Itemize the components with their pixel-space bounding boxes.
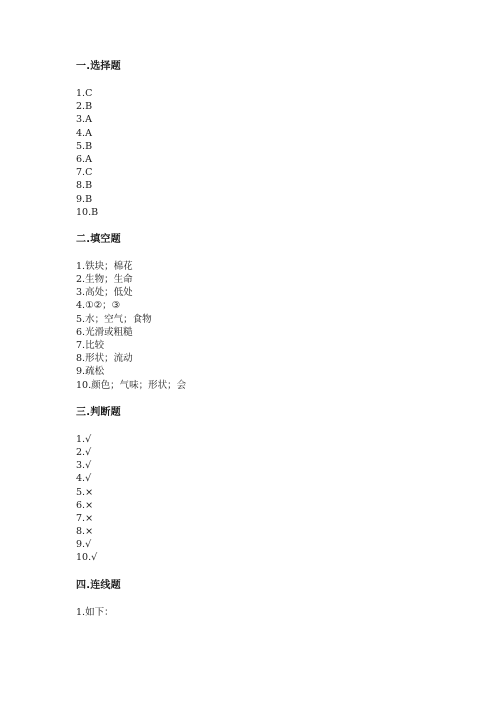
answer-item: 5.× (76, 486, 94, 498)
answer-item: 7.× (76, 512, 94, 524)
answer-item: 5.水；空气；食物 (76, 313, 152, 325)
answer-item: 5.B (76, 140, 93, 152)
answer-item: 9.√ (76, 539, 92, 551)
section-spacer (76, 392, 456, 406)
answer-item: 6.A (76, 153, 92, 165)
answer-item: 3.高处；低处 (76, 287, 133, 299)
section-title: 二.填空题 (76, 233, 121, 245)
section-title: 三.判断题 (76, 406, 121, 418)
section-true-false (76, 406, 456, 579)
answer-item: 4.①②；③ (76, 300, 121, 312)
answer-item: 2.√ (76, 446, 92, 458)
answer-list (76, 87, 456, 219)
answer-item: 10.√ (76, 552, 98, 564)
section-spacer (76, 565, 456, 579)
answer-list (76, 260, 456, 392)
section-title: 一.选择题 (76, 61, 121, 72)
answer-item: 8.形状；流动 (76, 353, 133, 365)
answer-list (76, 433, 456, 565)
answer-sheet (76, 60, 456, 619)
answer-item: 1.如下： (76, 606, 114, 618)
section-matching (76, 579, 456, 619)
answer-item: 10.B (76, 206, 99, 218)
answer-item: 1.铁块；棉花 (76, 260, 133, 272)
answer-list (76, 606, 456, 619)
answer-item: 2.B (76, 101, 93, 113)
answer-item: 9.B (76, 193, 93, 205)
answer-item: 8.B (76, 180, 93, 192)
answer-item: 4.A (76, 127, 92, 139)
section-fill-in-blank (76, 233, 456, 406)
section-title: 四.连线题 (76, 579, 121, 591)
answer-item: 1.C (76, 88, 93, 99)
answer-item: 2.生物；生命 (76, 274, 133, 286)
answer-item: 8.× (76, 526, 94, 538)
answer-item: 10.颜色；气味；形状；会 (76, 379, 187, 391)
answer-item: 7.比较 (76, 340, 105, 351)
answer-item: 6.光滑或粗糙 (76, 326, 133, 338)
section-multiple-choice (76, 60, 456, 233)
answer-item: 1.√ (76, 433, 92, 445)
answer-item: 4.√ (76, 473, 92, 485)
answer-item: 9.疏松 (76, 366, 105, 378)
answer-item: 7.C (76, 167, 93, 179)
answer-item: 3.√ (76, 460, 92, 472)
answer-item: 6.× (76, 499, 94, 511)
section-spacer (76, 219, 456, 233)
answer-item: 3.A (76, 114, 92, 126)
